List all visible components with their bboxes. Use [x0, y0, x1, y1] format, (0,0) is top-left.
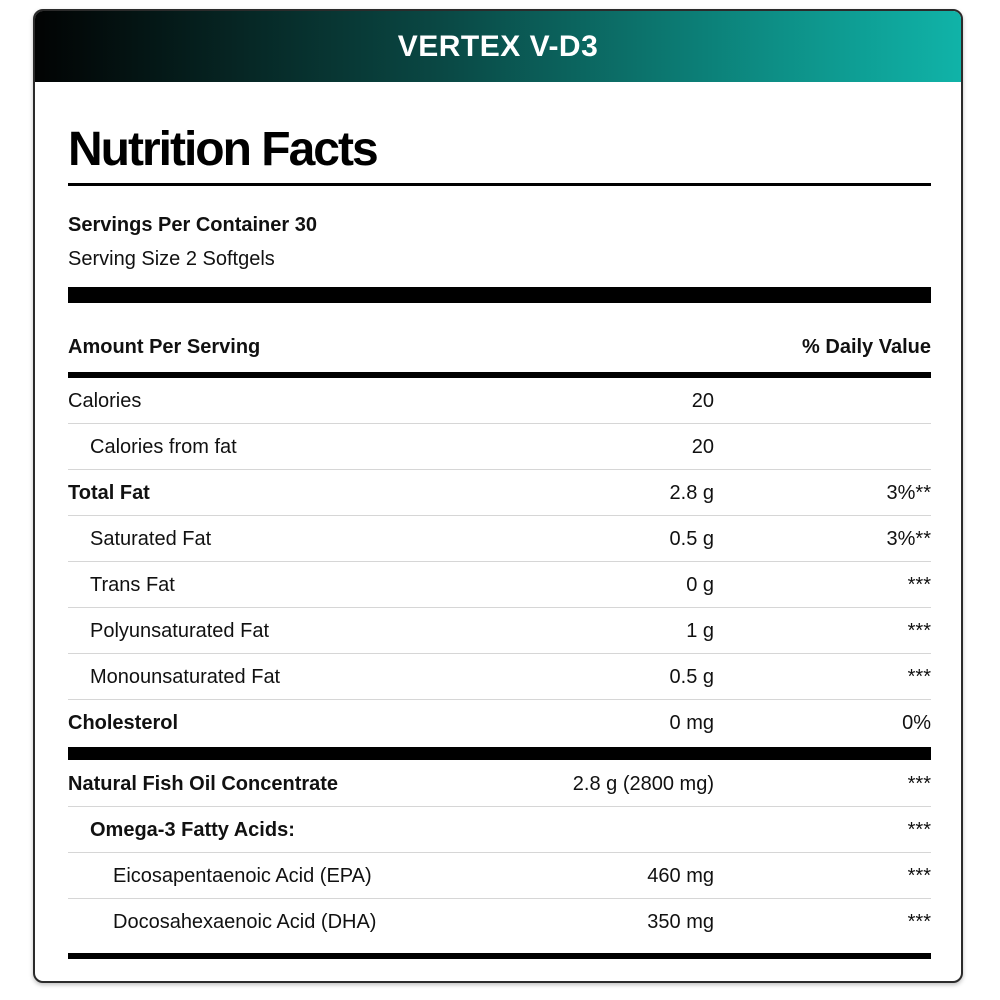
cholesterol-divider: [68, 747, 931, 760]
servings-divider: [68, 287, 931, 303]
nutrient-row-polyunsaturated-fat: [68, 608, 931, 654]
servings-per-container: Servings Per Container 30: [68, 214, 317, 236]
nutrient-daily-value: 3%**: [886, 482, 931, 504]
supplement-amount: 350 mg: [647, 911, 714, 933]
nutrient-amount: 2.8 g: [669, 482, 714, 504]
nutrient-daily-value: 0%: [902, 712, 931, 734]
supplement-daily-value: ***: [907, 911, 931, 933]
supplement-amount: 2.8 g (2800 mg): [572, 773, 714, 795]
nutrient-daily-value: ***: [907, 620, 931, 642]
nutrient-row-trans-fat: [68, 562, 931, 608]
nutrient-daily-value: ***: [907, 666, 931, 688]
nutrient-daily-value: ***: [907, 574, 931, 596]
supplement-name: Eicosapentaenoic Acid (EPA): [113, 865, 372, 887]
nutrient-row-cholesterol: [68, 700, 931, 746]
nutrient-amount: 0.5 g: [669, 666, 714, 688]
supplement-row-omega-3: [68, 807, 931, 853]
nutrient-name: Calories: [68, 390, 142, 412]
product-title: VERTEX V-D3: [397, 29, 599, 63]
supplement-row-dha: [68, 899, 931, 945]
supplement-row-fish-oil: [68, 761, 931, 807]
nutrient-name: Monounsaturated Fat: [90, 666, 281, 688]
bottom-divider: [68, 953, 931, 959]
supplement-daily-value: ***: [907, 819, 931, 841]
supplement-name: Docosahexaenoic Acid (DHA): [113, 911, 377, 933]
nutrient-name: Polyunsaturated Fat: [90, 620, 269, 642]
nutrient-row-calories: [68, 378, 931, 424]
nutrient-amount: 20: [691, 390, 714, 412]
nutrient-row-saturated-fat: [68, 516, 931, 562]
supplement-name: Natural Fish Oil Concentrate: [68, 773, 339, 795]
nutrient-amount: 0.5 g: [669, 528, 714, 550]
nutrient-daily-value: 3%**: [886, 528, 931, 550]
supplement-row-epa: [68, 853, 931, 899]
daily-value-label: % Daily Value: [802, 336, 931, 358]
product-header: [35, 11, 961, 82]
nutrition-facts-title: Nutrition Facts: [68, 123, 377, 176]
nutrient-row-monounsaturated-fat: [68, 654, 931, 700]
nutrition-card: [33, 9, 963, 983]
nutrient-name: Total Fat: [68, 482, 150, 504]
supplement-name: Omega-3 Fatty Acids:: [90, 819, 295, 841]
supplement-amount: 460 mg: [647, 865, 714, 887]
serving-size: Serving Size 2 Softgels: [68, 248, 275, 270]
nutrient-name: Cholesterol: [68, 712, 179, 734]
nutrient-name: Saturated Fat: [90, 528, 212, 550]
nutrient-amount: 20: [691, 436, 714, 458]
nutrient-amount: 0 g: [686, 574, 714, 596]
nutrient-row-calories-from-fat: [68, 424, 931, 470]
nutrient-amount: 1 g: [686, 620, 714, 642]
amount-header-row: [68, 334, 931, 360]
supplement-daily-value: ***: [907, 773, 931, 795]
supplement-daily-value: ***: [907, 865, 931, 887]
nutrient-name: Calories from fat: [90, 436, 237, 458]
nutrient-name: Trans Fat: [90, 574, 175, 596]
nutrient-row-total-fat: [68, 470, 931, 516]
nutrient-amount: 0 mg: [669, 712, 714, 734]
amount-per-serving-label: Amount Per Serving: [68, 336, 261, 358]
title-divider: [68, 183, 931, 186]
